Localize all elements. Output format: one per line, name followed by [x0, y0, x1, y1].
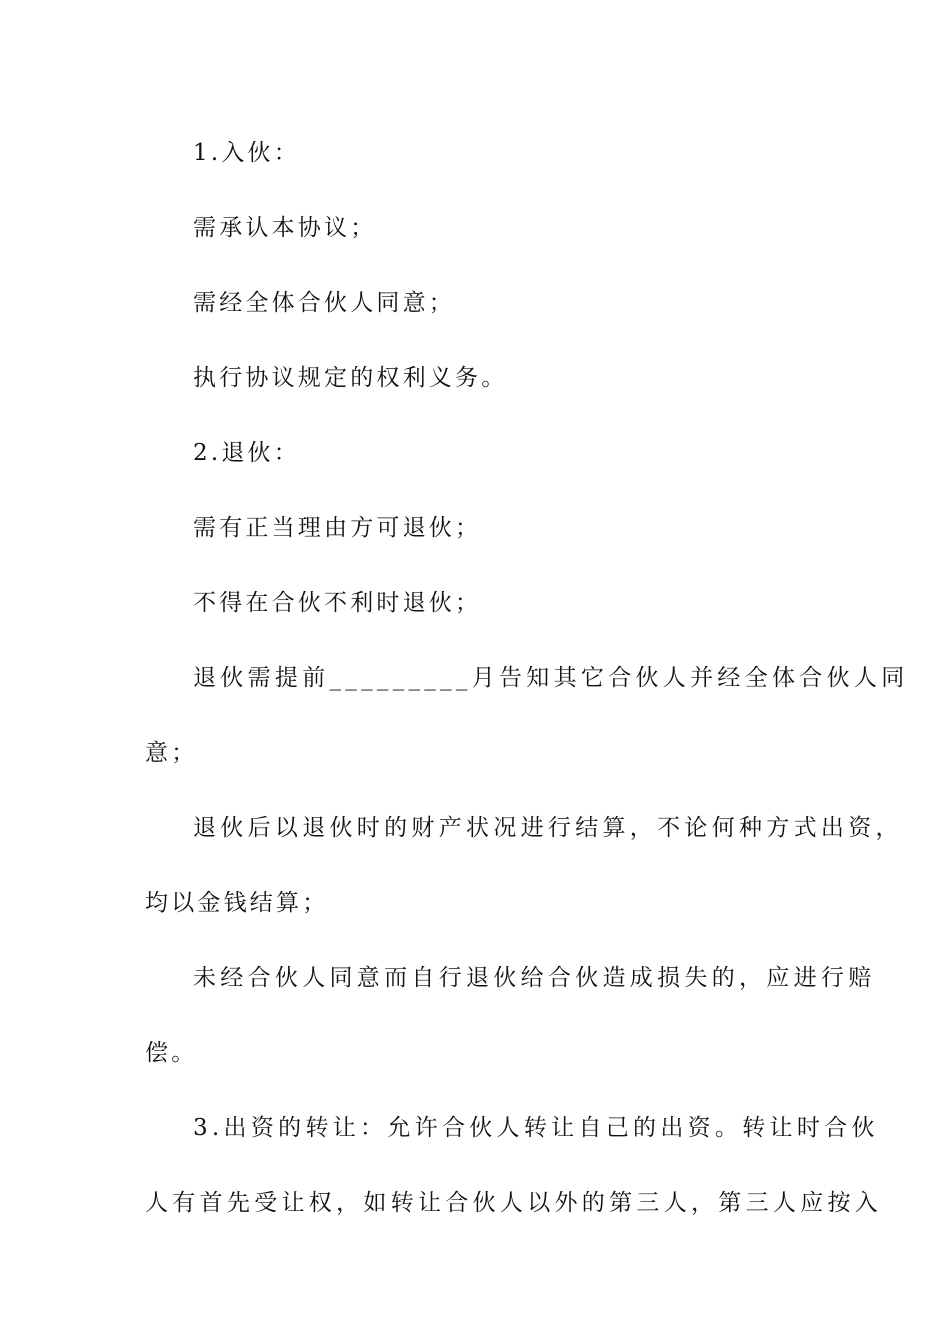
paragraph-line: 退伙需提前_________月告知其它合伙人并经全体合伙人同 [193, 665, 909, 691]
paragraph-line: 执行协议规定的权利义务。 [193, 365, 508, 391]
paragraph-line: 未经合伙人同意而自行退伙给合伙造成损失的，应进行赔 [193, 965, 876, 991]
paragraph-line: 偿。 [145, 1040, 198, 1066]
section-heading-joining: 1.入伙： [193, 140, 300, 166]
paragraph-line: 不得在合伙不利时退伙； [193, 590, 482, 616]
paragraph-line: 意； [145, 740, 198, 766]
paragraph-line: 需经全体合伙人同意； [193, 290, 455, 316]
paragraph-line: 退伙后以退伙时的财产状况进行结算，不论何种方式出资， [193, 815, 903, 841]
paragraph-line: 需有正当理由方可退伙； [193, 515, 482, 541]
paragraph-line: 需承认本协议； [193, 215, 377, 241]
section-heading-transfer: 3.出资的转让：允许合伙人转让自己的出资。转让时合伙 [193, 1115, 879, 1141]
paragraph-line: 均以金钱结算； [145, 890, 329, 916]
section-heading-withdrawal: 2.退伙： [193, 440, 300, 466]
paragraph-line: 人有首先受让权，如转让合伙人以外的第三人，第三人应按入 [145, 1190, 883, 1216]
